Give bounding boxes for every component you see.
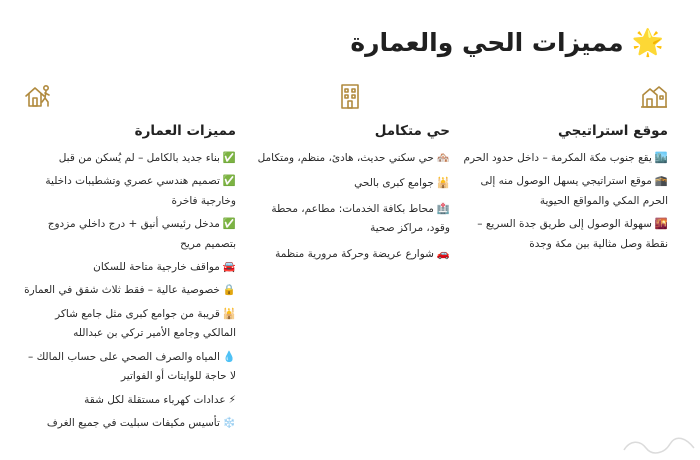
list-item: 🕌قريبة من جوامع كبرى مثل جامع شاكر المالكي وجامع الأمير تركي بن عبدالله [55,307,236,340]
page-title [350,28,664,58]
list-item: 🌇سهولة الوصول إلى طريق جدة السريع – نقطة وصل مثالية بين مكة وجدة [477,218,668,250]
list-item: ⚡عدادات كهرباء مستقلة لكل شقة [84,393,236,406]
building-heading: مميزات العمارة [134,123,236,139]
district-section [250,82,450,270]
list-item: 🏥محاط بكافة الخدمات: مطاعم، محطة وقود، مراكز صحية [271,202,450,235]
district-heading: حي متكامل [374,123,450,139]
list-item: 🚗شوارع عريضة وحركة مرورية منظمة [275,247,450,260]
list-item: 🕌جوامع كبرى بالحي [354,177,450,190]
location-list [456,149,668,254]
list-item: ✅بناء جديد بالكامل – لم يُسكن من قبل [58,151,236,164]
district-list [250,149,450,264]
list-item: 🔒خصوصية عالية – فقط ثلاث شقق في العمارة [24,284,236,297]
building-section [24,82,236,437]
watermark-logo [620,432,698,458]
list-item: 🏘️حي سكني حديث، هادئ، منظم، ومتكامل [257,151,450,164]
building-list [24,149,236,433]
list-item: ✅مدخل رئيسي أنيق + درج داخلي مزدوج بتصميم مريح [47,218,236,250]
location-section [456,82,668,258]
page-title-text: مميزات الحي والعمارة [350,28,624,57]
star-icon: 🌟 [631,28,664,58]
list-item: ❄️تأسيس مكيفات سبليت في جميع الغرف [46,416,236,429]
person-house-icon [24,82,236,112]
house-icon [456,82,668,112]
location-heading: موقع استراتيجي [558,123,668,139]
list-item: 💧المياه والصرف الصحي على حساب المالك – لا حاجة للوايتات أو الفواتير [27,350,236,383]
list-item: 🏙️يقع جنوب مكة المكرمة – داخل حدود الحرم [463,151,668,164]
list-item: ✅تصميم هندسي عصري وتشطيبات داخلية وخارجية فاخرة [45,175,236,207]
list-item: 🕋موقع استراتيجي يسهل الوصول منه إلى الحرم المكي والمواقع الحيوية [480,175,668,207]
list-item: 🚘مواقف خارجية متاحة للسكان [93,261,236,273]
building-icon [250,82,450,112]
